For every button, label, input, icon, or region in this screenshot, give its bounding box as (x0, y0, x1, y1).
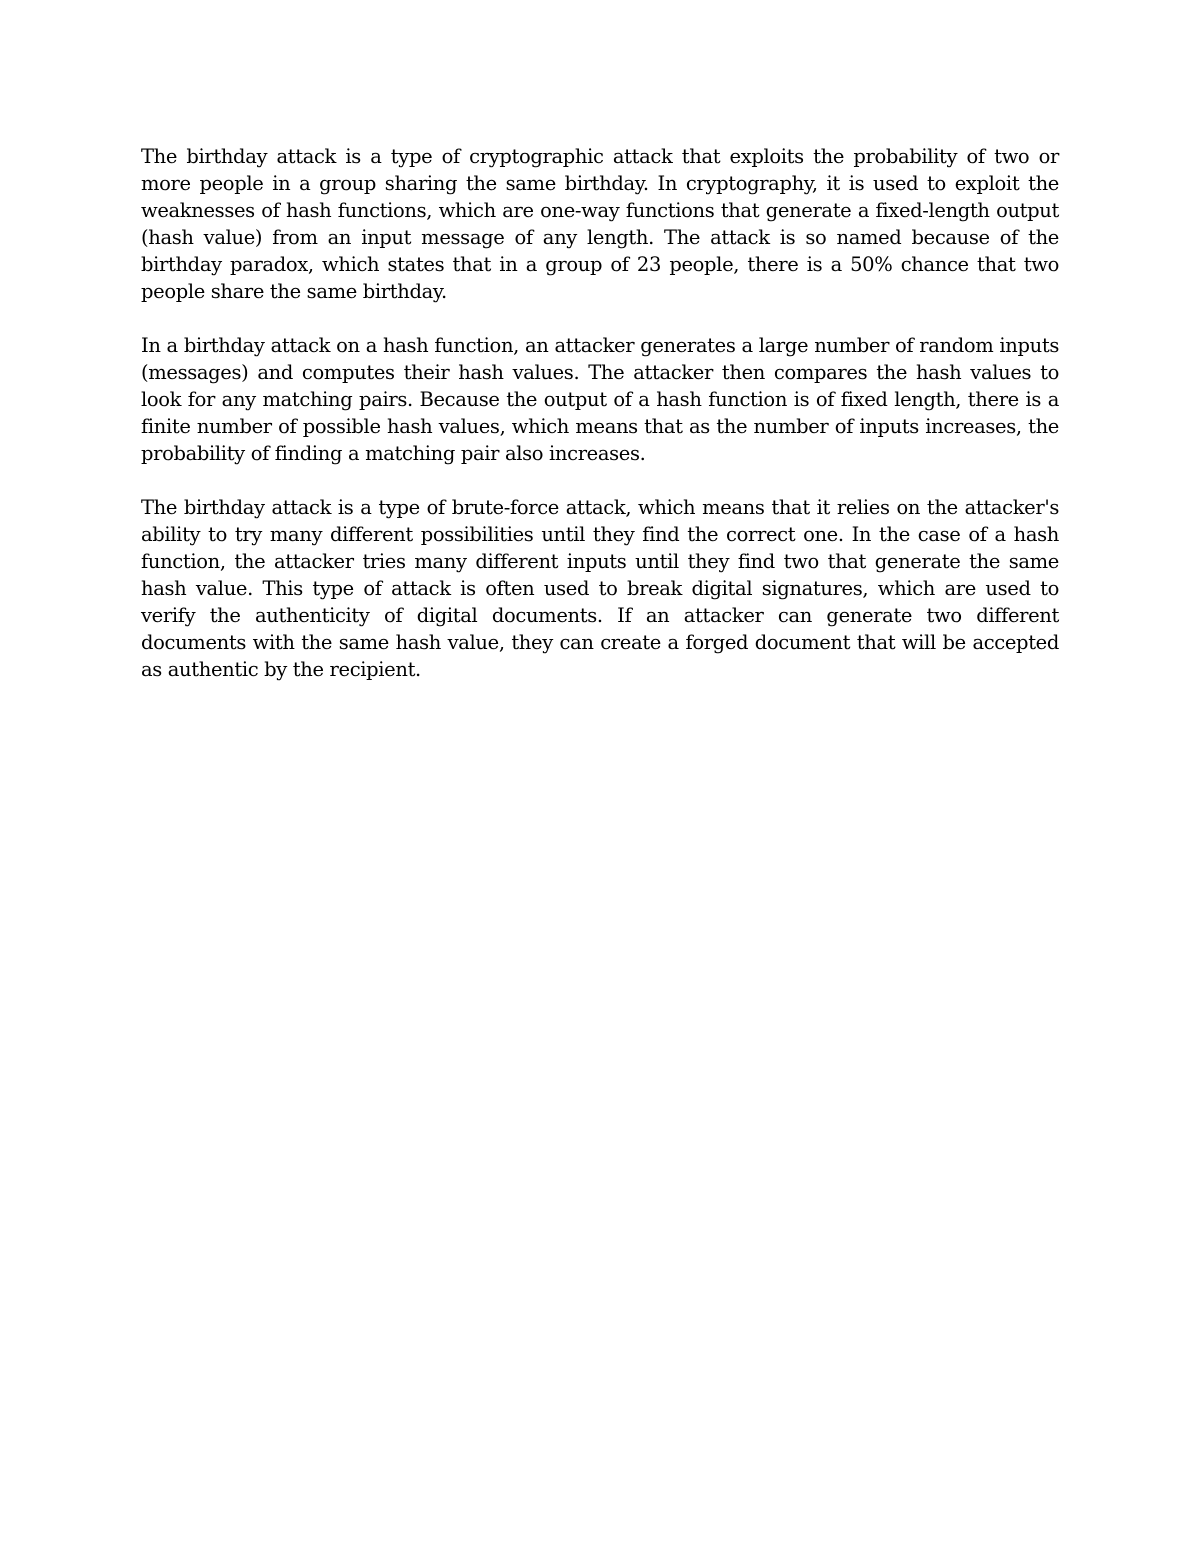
paragraph-3: The birthday attack is a type of brute-force attack, which means that it relies on the attacker's ability to try many different possibilities until they find the correct one. In the case of a hash function, the attacker tries many different inputs until they find two that generate the same hash value. This type of attack is often used to break digital signatures, which are used to verify the authenticity of digital documents. If an attacker can generate two different documents with the same hash value, they can create a forged document that will be accepted as authentic by the recipient. (141, 496, 1059, 681)
paragraph-1: The birthday attack is a type of cryptographic attack that exploits the probability of two or more people in a group sharing the same birthday. In cryptography, it is used to exploit the weaknesses of hash functions, which are one-way functions that generate a fixed-length output (hash value) from an input message of any length. The attack is so named because of the birthday paradox, which states that in a group of 23 people, there is a 50% chance that two people share the same birthday. (141, 145, 1059, 303)
paragraph-2: In a birthday attack on a hash function, an attacker generates a large number of random inputs (messages) and computes their hash values. The attacker then compares the hash values to look for any matching pairs. Because the output of a hash function is of fixed length, there is a finite number of possible hash values, which means that as the number of inputs increases, the probability of finding a matching pair also increases. (141, 334, 1059, 465)
document-body (141, 143, 1059, 710)
